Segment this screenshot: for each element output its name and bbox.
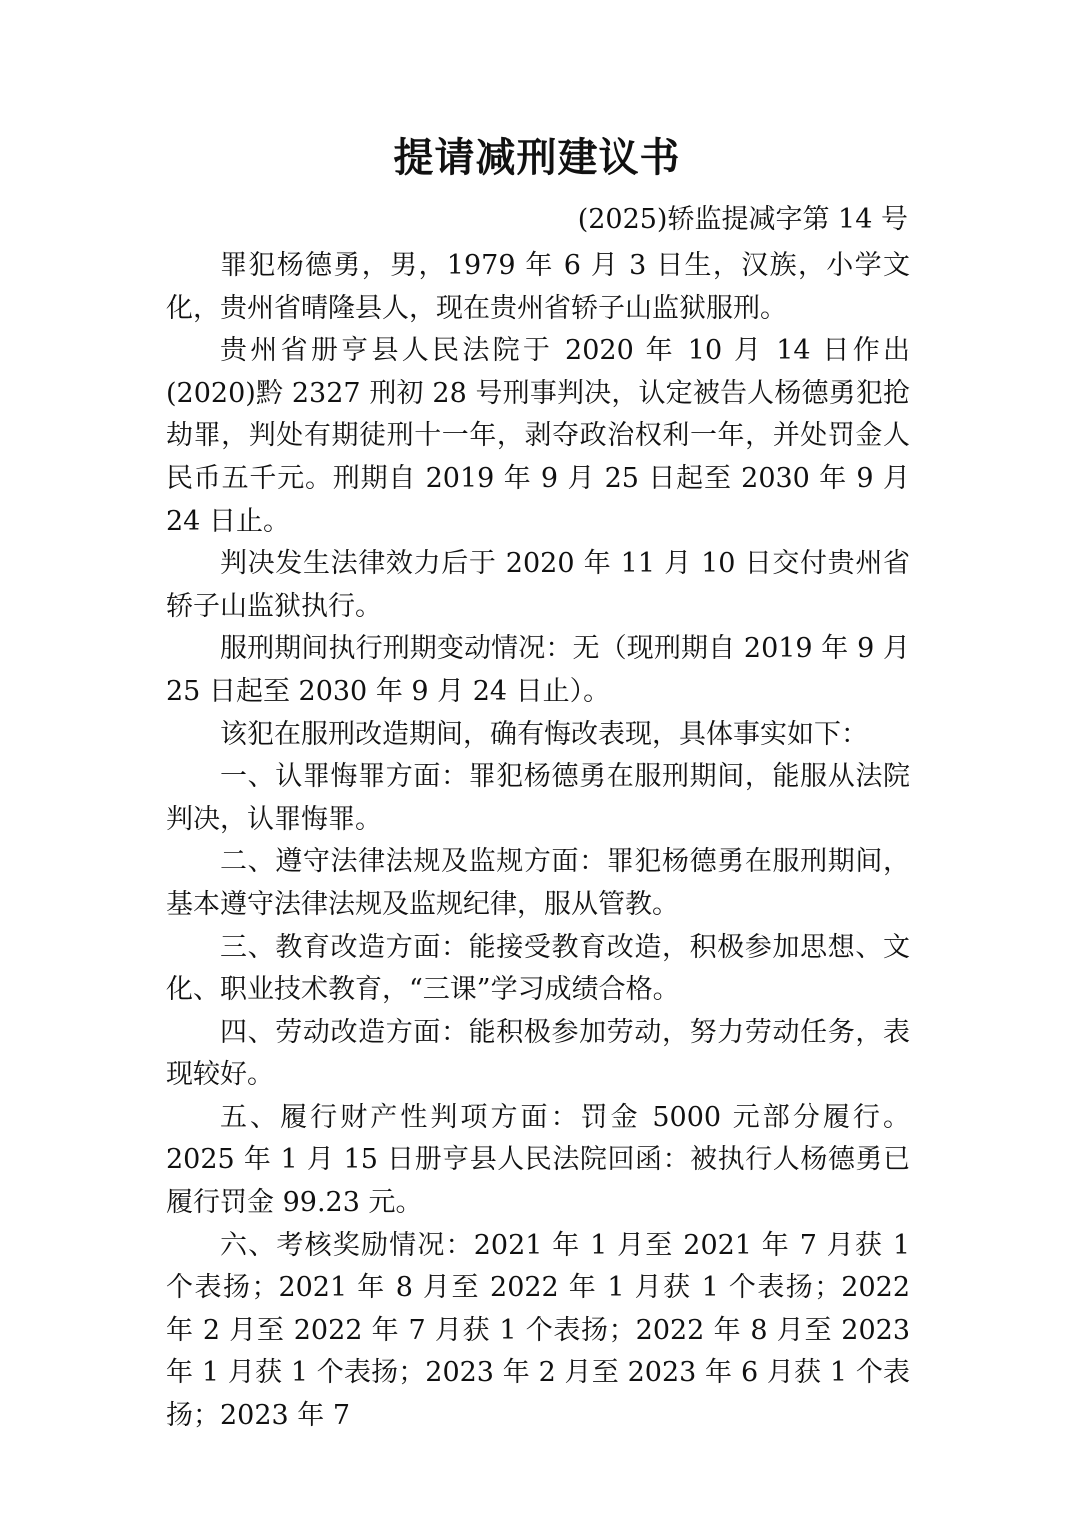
paragraph-property-judgment: 五、履行财产性判项方面：罚金 5000 元部分履行。2025 年 1 月 15 日册亨县人民法院回函：被执行人杨德勇已履行罚金 99.23 元。: [166, 1101, 910, 1219]
paragraph-remorse: 一、认罪悔罪方面：罪犯杨德勇在服刑期间，能服从法院判决，认罪悔罪。: [166, 761, 910, 835]
paragraph-education: 三、教育改造方面：能接受教育改造，积极参加思想、文化、职业技术教育，“三课”学习成绩合格。: [166, 931, 910, 1006]
paragraph-inmate-info: 罪犯杨德勇，男，1979 年 6 月 3 日生，汉族，小学文化，贵州省晴隆县人，现在贵州省轿子山监狱服刑。: [166, 250, 910, 324]
document-number: (2025)轿监提减字第 14 号: [577, 204, 908, 235]
paragraph-delivery: 判决发生法律效力后于 2020 年 11 月 10 日交付贵州省轿子山监狱执行。: [166, 548, 910, 622]
paragraph-labor: 四、劳动改造方面：能积极参加劳动，努力劳动任务，表现较好。: [166, 1016, 910, 1091]
paragraph-judgment: 贵州省册亨县人民法院于 2020 年 10 月 14 日作出(2020)黔 2327 刑初 28 号刑事判决，认定被告人杨德勇犯抢劫罪，判处有期徒刑十一年，剥夺政治权利一年，并处罚金人民币五千元。刑期自 2019 年 9 月 25 日起至 2030 年 9 月 24 日止。: [166, 335, 910, 537]
paragraph-rewards: 六、考核奖励情况：2021 年 1 月至 2021 年 7 月获 1 个表扬；2021 年 8 月至 2022 年 1 月获 1 个表扬；2022 年 2 月至 2022 年 7 月获 1 个表扬；2022 年 8 月至 2023 年 1 月获 1 个表扬；2023 年 2 月至 2023 年 6 月获 1 个表扬；2023 年 7: [166, 1229, 910, 1432]
paragraph-law-compliance: 二、遵守法律法规及监规方面：罪犯杨德勇在服刑期间，基本遵守法律法规及监规纪律，服从管教。: [166, 846, 910, 920]
paragraph-sentence-change: 服刑期间执行刑期变动情况：无（现刑期自 2019 年 9 月 25 日起至 2030 年 9 月 24 日止）。: [166, 633, 910, 707]
document-body: [166, 245, 910, 1438]
paragraph-facts-intro: 该犯在服刑改造期间，确有悔改表现，具体事实如下：: [220, 718, 868, 750]
document-title: 提请减刑建议书: [393, 134, 681, 181]
